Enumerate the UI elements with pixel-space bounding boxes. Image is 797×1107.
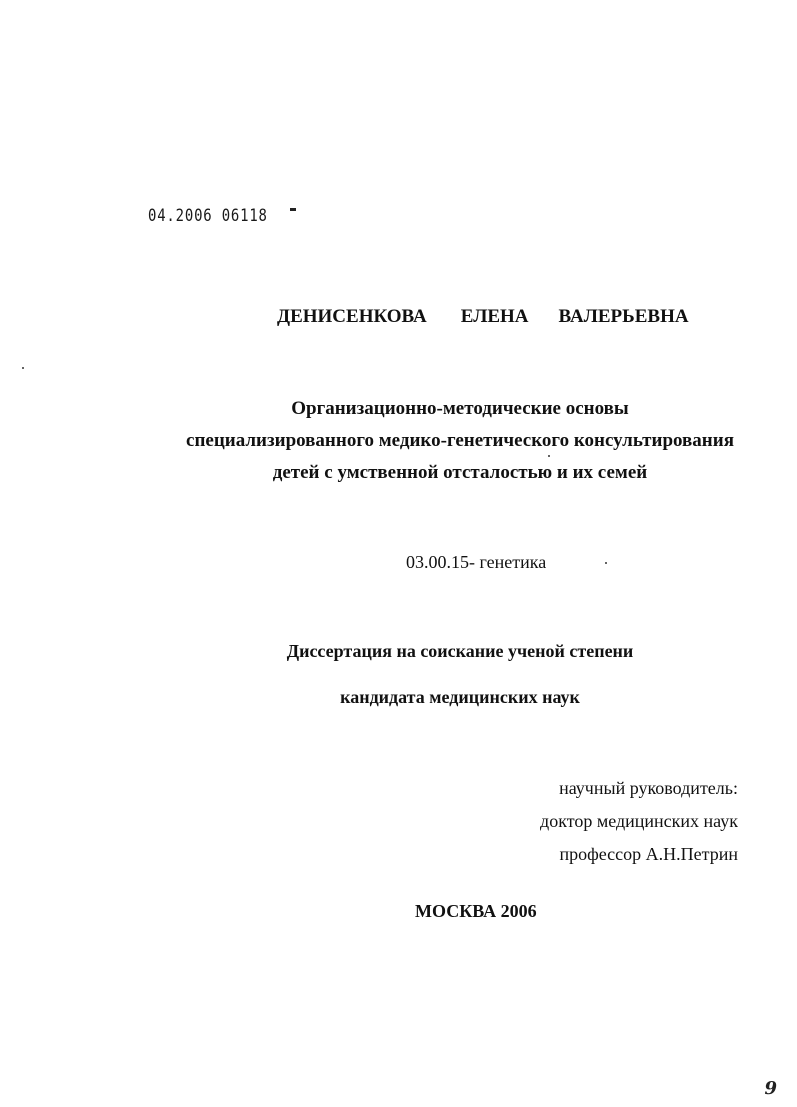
degree-statement-line-1: Диссертация на соискание ученой степени xyxy=(286,641,634,661)
supervisor-degree: доктор медицинских наук xyxy=(540,811,738,831)
city-year: МОСКВА 2006 xyxy=(415,901,537,921)
author-name xyxy=(277,306,689,328)
supervisor-role: научный руководитель: xyxy=(559,778,738,798)
archive-stamp-number: 04.2006 06118 xyxy=(148,206,268,226)
title-line-2: специализированного медико-генетического консультирования xyxy=(186,430,734,451)
stamp-dash-mark xyxy=(290,208,296,211)
supervisor-name: профессор А.Н.Петрин xyxy=(559,844,738,864)
author-patronymic: ВАЛЕРЬЕВНА xyxy=(558,306,689,327)
scan-speck xyxy=(22,367,24,369)
supervisor-block xyxy=(540,772,738,871)
author-first-name: ЕЛЕНА xyxy=(460,306,529,327)
degree-statement-line-2: кандидата медицинских наук xyxy=(340,687,580,707)
dissertation-title xyxy=(160,393,760,489)
scan-speck xyxy=(548,455,550,457)
title-line-3: детей с умственной отсталостью и их семей xyxy=(272,462,648,483)
title-line-1: Организационно-методические основы xyxy=(291,398,629,419)
specialty-code: 03.00.15- генетика xyxy=(406,552,547,572)
author-surname: ДЕНИСЕНКОВА xyxy=(277,306,427,327)
scan-speck xyxy=(605,562,607,564)
corner-page-mark: 9 xyxy=(764,1078,777,1099)
